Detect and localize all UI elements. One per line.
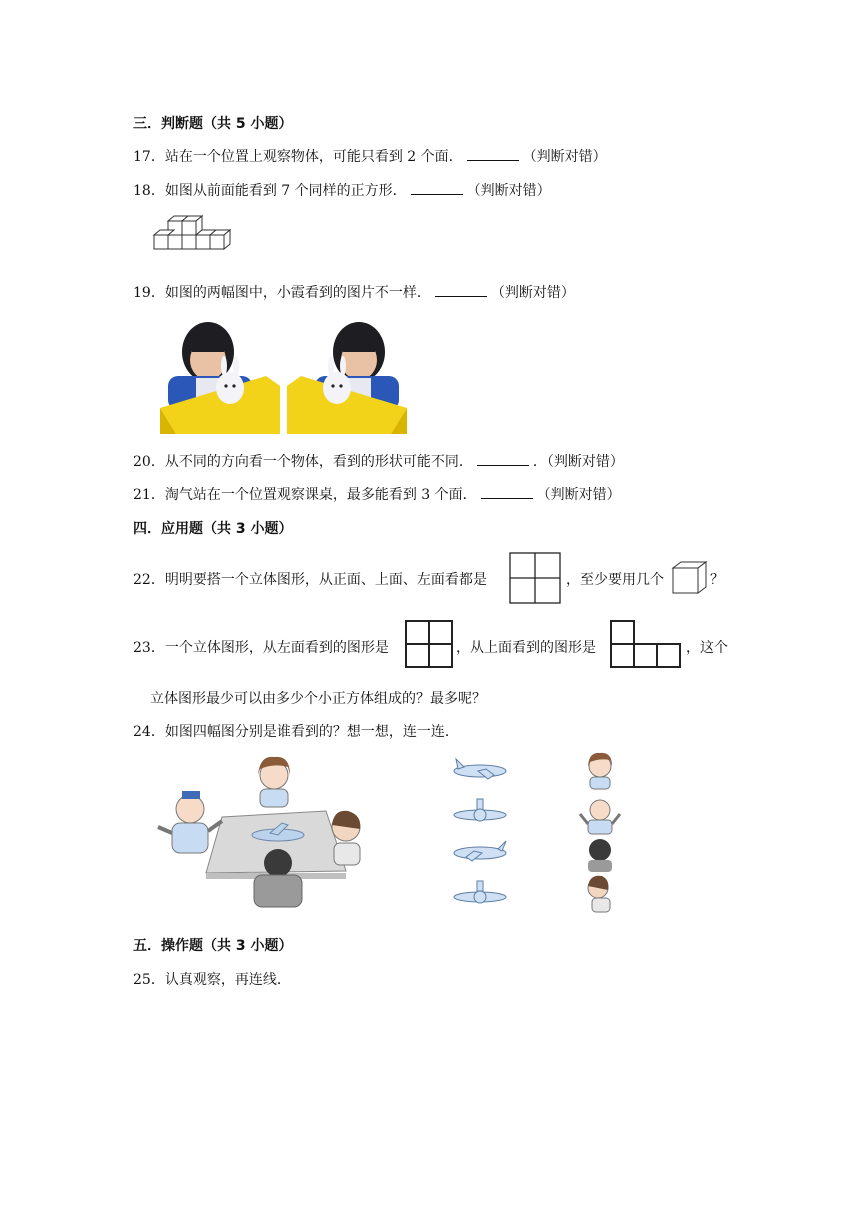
answer-blank-20[interactable] [477,453,529,466]
question-19: 19．如图的两幅图中，小霞看到的图片不一样． （判断对错） [133,285,575,301]
question-24: 24．如图四幅图分别是谁看到的？想一想，连一连． [133,724,459,740]
children-views-column [574,750,628,920]
top-view-l-shape-figure [609,619,683,669]
square-grid-2x2-figure [508,551,562,605]
question-23-part-a: 23．一个立体图形，从左面看到的图形是 [133,640,389,656]
cube-icon [670,560,710,596]
left-view-2x2-figure [404,619,454,669]
children-around-table-illustration [150,745,380,915]
section-3-title: 三．判断题（共 5 小题） [133,116,293,132]
question-20: 20．从不同的方向看一个物体，看到的形状可能不同． ．（判断对错） [133,454,624,470]
question-22-part-a: 22．明明要搭一个立体图形，从正面、上面、左面看都是 [133,572,487,588]
question-17: 17．站在一个位置上观察物体，可能只看到 2 个面． （判断对错） [133,149,607,165]
plane-views-column [450,755,510,915]
question-25: 25．认真观察，再连线． [133,972,291,988]
girl-photo-right [287,316,411,434]
question-22-part-b: ，至少要用几个 [566,572,664,588]
answer-blank-17[interactable] [467,148,519,161]
answer-blank-18[interactable] [411,182,463,195]
question-22-part-c: ？ [710,572,724,588]
answer-blank-21[interactable] [481,486,533,499]
question-23-line-2: 立体图形最少可以由多少个小正方体组成的？最多呢？ [150,691,486,707]
section-4-title: 四．应用题（共 3 小题） [133,521,293,537]
answer-blank-19[interactable] [435,284,487,297]
question-18: 18．如图从前面能看到 7 个同样的正方形． （判断对错） [133,183,551,199]
girl-photo-left [156,316,280,434]
question-23-part-b: ，从上面看到的图形是 [456,640,596,656]
question-23-part-c: ，这个 [686,640,728,656]
section-5-title: 五．操作题（共 3 小题） [133,938,293,954]
cube-stack-figure [150,215,240,265]
question-21: 21．淘气站在一个位置观察课桌，最多能看到 3 个面． （判断对错） [133,487,621,503]
